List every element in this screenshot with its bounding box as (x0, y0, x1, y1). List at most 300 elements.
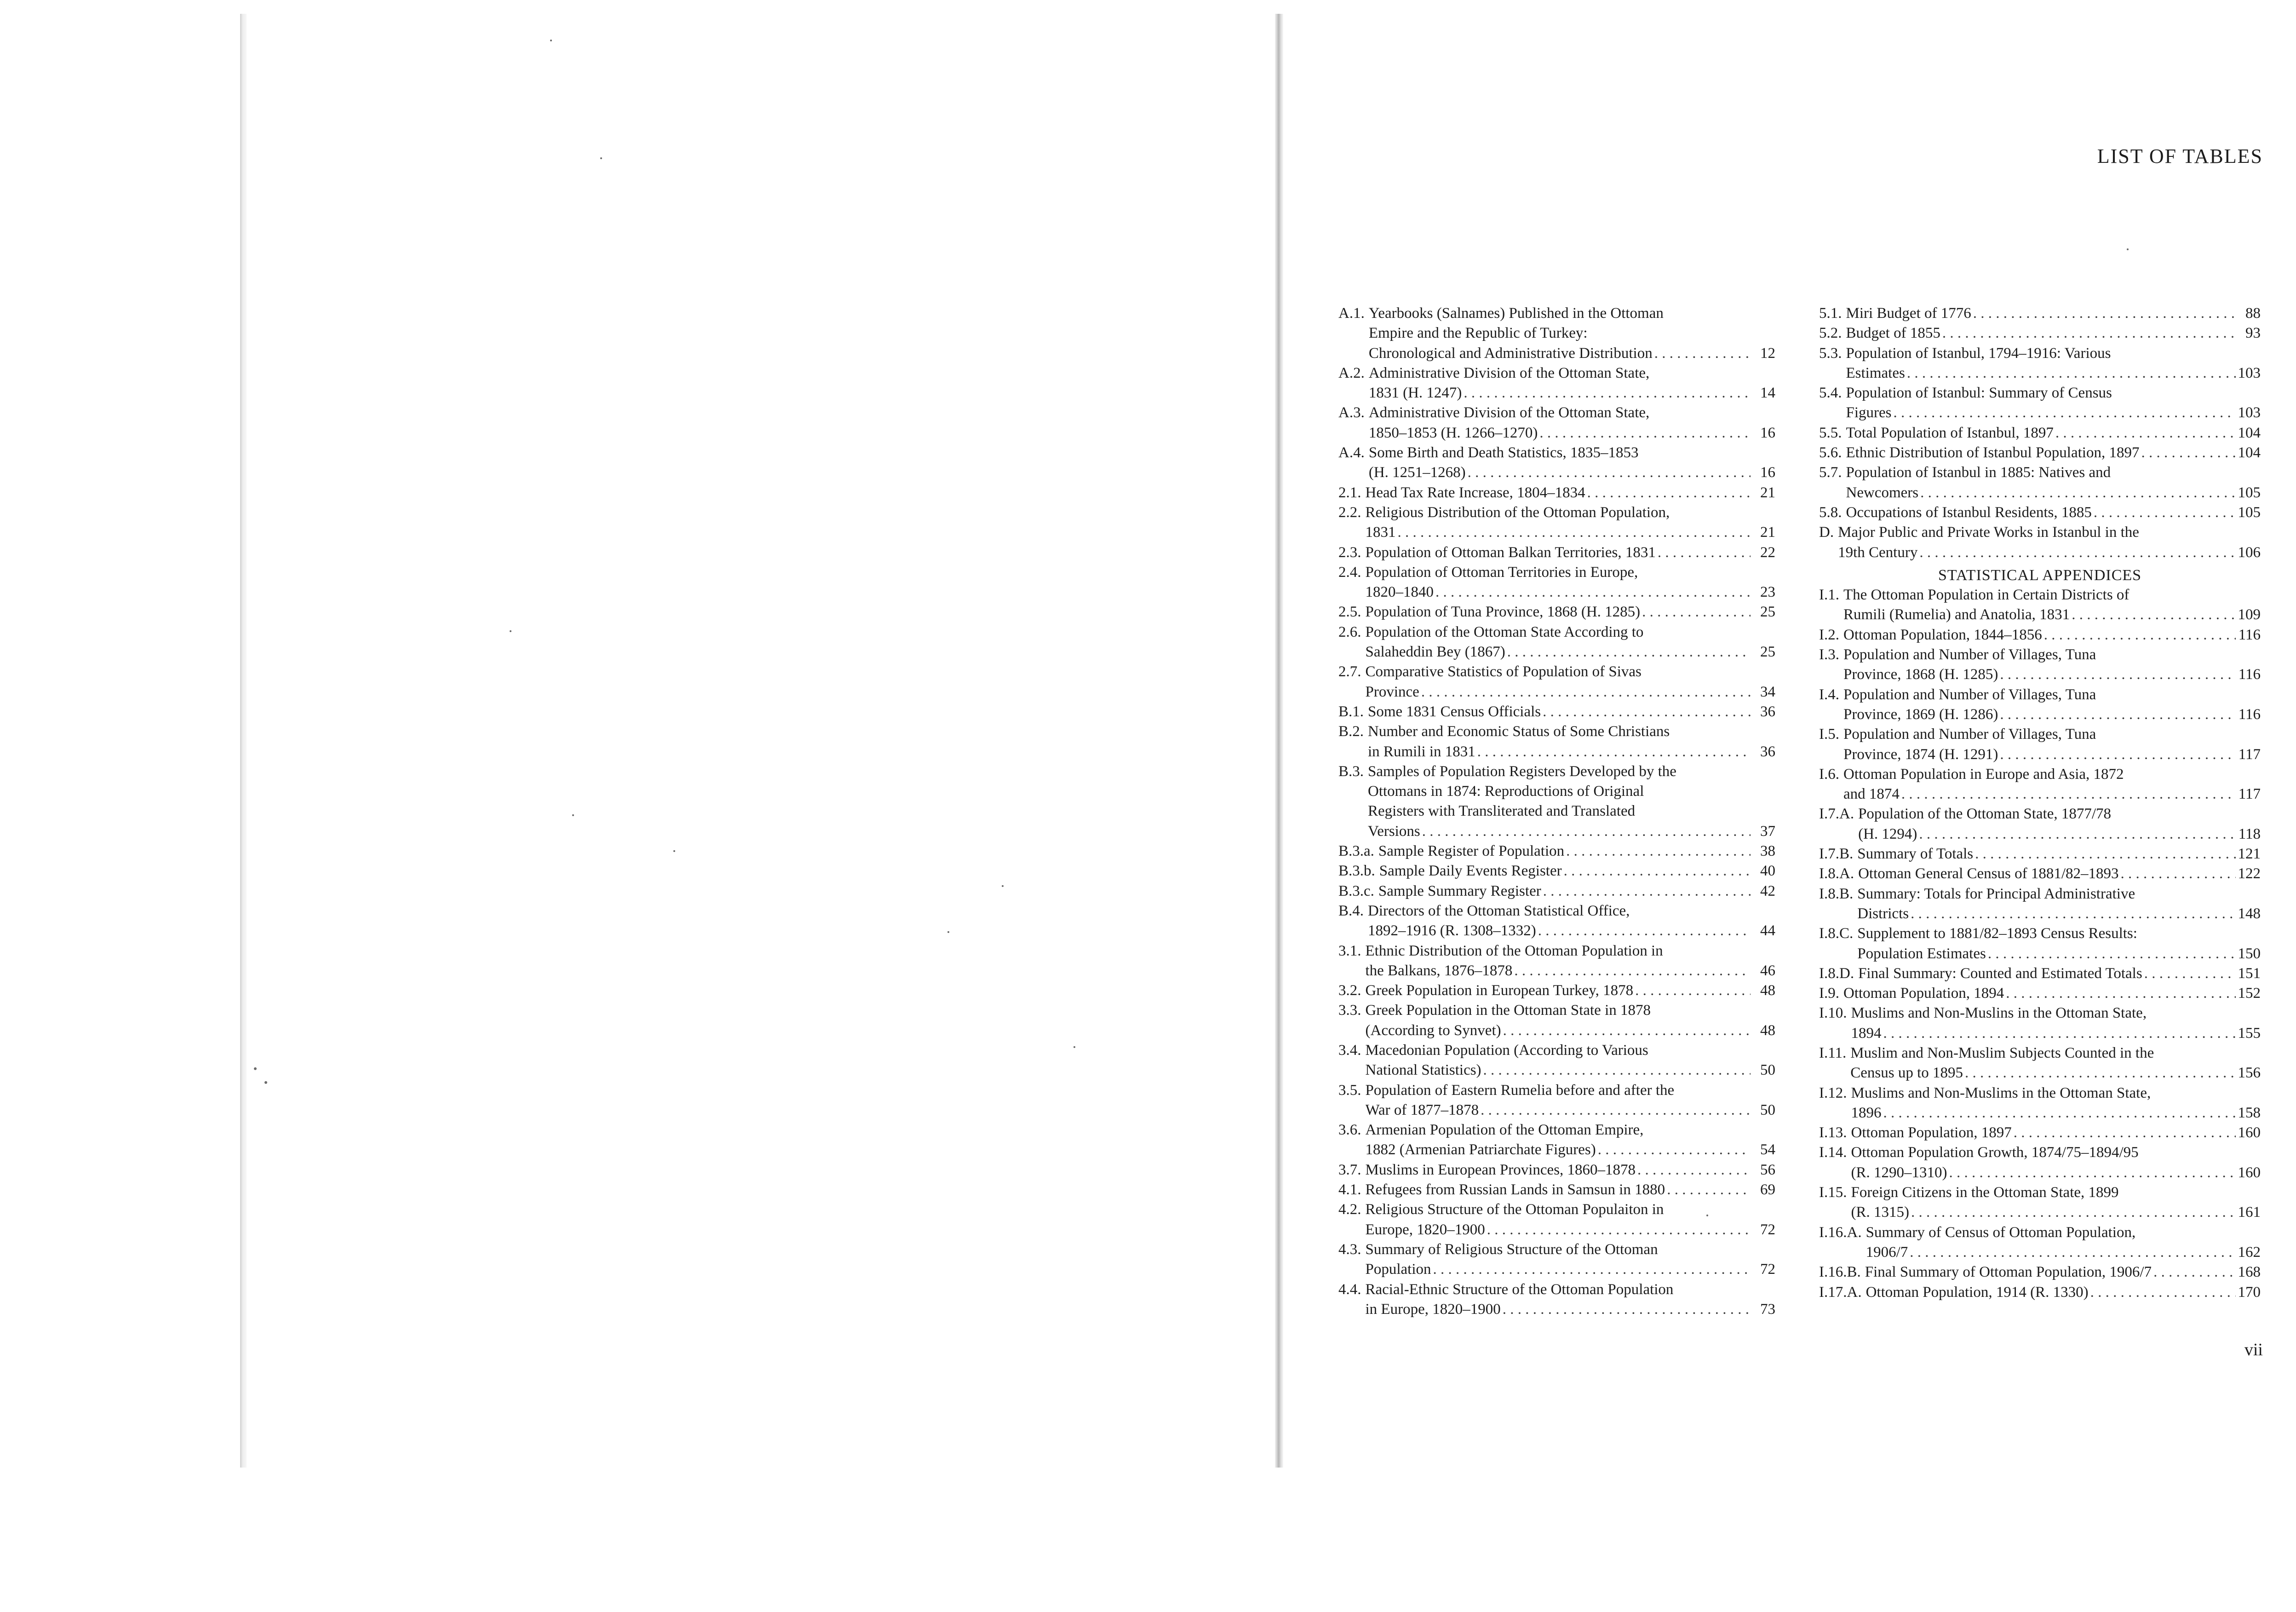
table-title-line: Population of the Ottoman State According to (1365, 623, 1644, 640)
table-title-line: Population and Number of Villages, Tuna (1843, 686, 2096, 703)
dot-leader (1894, 403, 2236, 423)
table-number: I.16.A. (1819, 1224, 1862, 1241)
dot-leader (2014, 1123, 2236, 1143)
table-title-line: Miri Budget of 1776 (1846, 305, 1971, 322)
dot-leader (1973, 304, 2236, 323)
page-reference: 25 (1760, 604, 1775, 621)
page-reference: 72 (1760, 1221, 1775, 1238)
toc-entry (1338, 543, 1775, 563)
table-number: 5.6. (1819, 444, 1842, 461)
table-title-line: Greek Population in the Ottoman State in 1878 (1365, 1002, 1651, 1019)
table-title-line: Population and Number of Villages, Tuna (1843, 726, 2096, 743)
toc-entry (1338, 722, 1775, 762)
table-number: B.3.c. (1338, 882, 1374, 899)
table-title-line: 1850–1853 (H. 1266–1270) (1368, 424, 1538, 441)
toc-entry (1338, 563, 1775, 603)
dot-leader (1421, 682, 1751, 702)
table-number: 2.6. (1338, 623, 1361, 640)
dot-leader (1942, 323, 2236, 343)
toc-entry (1819, 304, 2261, 323)
table-title-line: in Rumili in 1831 (1368, 743, 1475, 760)
table-number: 4.1. (1338, 1181, 1361, 1198)
page-reference: 93 (2245, 325, 2261, 342)
page-reference: 116 (2238, 706, 2261, 723)
table-title-line: (H. 1294) (1858, 825, 1917, 842)
table-title-line: and 1874 (1843, 786, 1900, 803)
dot-leader (1911, 1203, 2236, 1222)
dot-leader (1543, 702, 1751, 722)
dot-leader (1566, 841, 1751, 861)
page-reference: 117 (2238, 746, 2261, 763)
page-reference: 46 (1760, 962, 1775, 979)
page-reference: 48 (1760, 1022, 1775, 1039)
table-number: 2.4. (1338, 564, 1361, 581)
dot-leader (2153, 1262, 2236, 1282)
toc-entry (1819, 964, 2261, 984)
dot-leader (1975, 844, 2236, 864)
page-reference: 156 (2238, 1065, 2261, 1082)
toc-entry (1819, 1123, 2261, 1143)
table-number: I.4. (1819, 686, 1839, 703)
table-title-line: Final Summary: Counted and Estimated Totals (1858, 965, 2142, 982)
page-reference: 34 (1760, 683, 1775, 700)
table-number: 4.4. (1338, 1281, 1361, 1298)
toc-entry (1338, 602, 1775, 622)
section-heading: STATISTICAL APPENDICES (1938, 566, 2142, 584)
dot-leader (2044, 625, 2236, 645)
toc-right-column (1819, 304, 2261, 1302)
toc-entry (1819, 765, 2261, 805)
table-number: 5.8. (1819, 504, 1842, 521)
table-title-line: Ethnic Distribution of the Ottoman Population in (1365, 942, 1663, 959)
dot-leader (1658, 543, 1751, 563)
toc-entry (1338, 503, 1775, 543)
dot-leader (1919, 543, 2236, 563)
table-title-line: Registers with Transliterated and Translated (1368, 803, 1636, 820)
page-reference: 160 (2238, 1124, 2261, 1141)
dot-leader (2000, 745, 2236, 765)
table-title-line: 1831 (H. 1247) (1368, 385, 1462, 402)
page-reference: 103 (2238, 404, 2261, 421)
table-title-line: Population and Number of Villages, Tuna (1843, 646, 2096, 663)
dot-leader (1514, 961, 1751, 981)
page-reference: 162 (2238, 1244, 2261, 1261)
page-reference: 109 (2238, 606, 2261, 623)
toc-entry (1338, 981, 1775, 1001)
table-number: 5.2. (1819, 325, 1842, 342)
toc-entry (1338, 403, 1775, 443)
page-reference: 151 (2238, 965, 2261, 982)
toc-entry (1819, 523, 2261, 563)
toc-entry (1338, 1120, 1775, 1160)
table-title-line: Ottoman General Census of 1881/82–1893 (1858, 865, 2119, 882)
table-title-line: Comparative Statistics of Population of Sivas (1365, 663, 1642, 680)
page-reference: 42 (1760, 882, 1775, 899)
toc-entry (1338, 702, 1775, 722)
page-reference: 105 (2238, 504, 2261, 521)
page-reference: 38 (1760, 843, 1775, 860)
page-reference: 73 (1760, 1301, 1775, 1318)
table-title-line: Occupations of Istanbul Residents, 1885 (1846, 504, 2092, 521)
dot-leader (1988, 944, 2236, 964)
dot-leader (2144, 964, 2236, 984)
table-title-line: Estimates (1846, 364, 1905, 381)
toc-entry (1338, 762, 1775, 841)
dot-leader (1543, 881, 1751, 901)
table-title-line: War of 1877–1878 (1365, 1101, 1479, 1118)
toc-entry (1819, 725, 2261, 765)
page-reference: 122 (2238, 865, 2261, 882)
table-title-line: Summary of Religious Structure of the Ottoman (1365, 1241, 1658, 1258)
toc-entry (1338, 1160, 1775, 1180)
table-title-line: (H. 1251–1268) (1368, 464, 1466, 481)
dot-leader (1538, 921, 1751, 941)
table-number: I.6. (1819, 766, 1839, 783)
page-reference: 116 (2238, 626, 2261, 643)
table-number: 5.7. (1819, 464, 1842, 481)
table-title-line: Armenian Population of the Ottoman Empire, (1365, 1122, 1644, 1139)
table-title-line: Population of Ottoman Territories in Europe, (1365, 564, 1638, 581)
table-number: I.1. (1819, 587, 1839, 604)
table-title-line: Sample Register of Population (1378, 843, 1565, 860)
table-title-line: 1820–1840 (1365, 584, 1434, 601)
table-number: 5.4. (1819, 385, 1842, 402)
table-title-line: Salaheddin Bey (1867) (1365, 644, 1505, 661)
table-title-line: (R. 1290–1310) (1851, 1164, 1947, 1181)
table-title-line: Districts (1857, 905, 1909, 922)
table-title-line: The Ottoman Population in Certain Districts of (1843, 587, 2130, 604)
table-title-line: (According to Synvet) (1365, 1022, 1501, 1039)
page-reference: 37 (1760, 823, 1775, 840)
table-title-line: Ottoman Population, 1897 (1851, 1124, 2012, 1141)
dot-leader (1883, 1103, 2236, 1123)
table-title-line: Muslims and Non-Muslims in the Ottoman State, (1851, 1084, 2151, 1101)
toc-entry (1338, 901, 1775, 941)
dot-leader (1477, 742, 1751, 762)
toc-entry (1338, 622, 1775, 662)
page-reference: 117 (2238, 786, 2261, 803)
table-title-line: Population of Istanbul, 1794–1916: Various (1846, 345, 2111, 362)
page-number: vii (2244, 1340, 2263, 1359)
page-reference: 50 (1760, 1062, 1775, 1079)
table-title-line: Religious Distribution of the Ottoman Population, (1365, 504, 1670, 521)
table-number: I.10. (1819, 1005, 1847, 1022)
dot-leader (1464, 383, 1751, 403)
table-title-line: Province, 1869 (H. 1286) (1843, 706, 1998, 723)
toc-entry (1819, 1283, 2261, 1302)
dot-leader (1949, 1163, 2236, 1183)
page-reference: 16 (1760, 424, 1775, 441)
toc-entry (1338, 1081, 1775, 1121)
page-reference: 48 (1760, 982, 1775, 999)
table-number: I.8.A. (1819, 865, 1854, 882)
table-number: D. (1819, 524, 1834, 541)
dot-leader (1503, 1021, 1751, 1041)
dot-leader (1910, 1243, 2236, 1262)
table-number: A.4. (1338, 444, 1365, 461)
page-reference: 160 (2238, 1164, 2261, 1181)
page-reference: 150 (2238, 945, 2261, 962)
toc-entry (1338, 662, 1775, 702)
toc-entry (1819, 344, 2261, 384)
table-number: I.13. (1819, 1124, 1847, 1141)
table-title-line: the Balkans, 1876–1878 (1365, 962, 1513, 979)
toc-entry (1338, 861, 1775, 881)
table-title-line: Province, 1868 (H. 1285) (1843, 666, 1998, 683)
dot-leader (1398, 523, 1751, 542)
page-reference: 155 (2238, 1025, 2261, 1042)
page-reference: 121 (2238, 846, 2261, 863)
toc-entry (1819, 463, 2261, 503)
page-reference: 168 (2238, 1264, 2261, 1281)
table-number: I.8.D. (1819, 965, 1854, 982)
toc-entry (1338, 1240, 1775, 1280)
toc-entry (1819, 844, 2261, 864)
dot-leader (1483, 1060, 1751, 1080)
page-reference: 25 (1760, 644, 1775, 661)
page-reference: 148 (2238, 905, 2261, 922)
dot-leader (1642, 602, 1751, 622)
table-title-line: Population (1365, 1261, 1431, 1278)
table-number: I.3. (1819, 646, 1839, 663)
dot-leader (1901, 784, 2236, 804)
page-reference: 104 (2238, 424, 2261, 441)
table-number: 3.5. (1338, 1082, 1361, 1099)
table-title-line: Ottoman Population, 1914 (R. 1330) (1866, 1284, 2089, 1301)
dot-leader (1435, 582, 1751, 602)
table-number: B.2. (1338, 723, 1364, 740)
dot-leader (1433, 1260, 1751, 1279)
table-number: I.7.A. (1819, 806, 1854, 823)
table-number: 4.2. (1338, 1201, 1361, 1218)
table-title-line: Religious Structure of the Ottoman Populaiton in (1365, 1201, 1664, 1218)
page-reference: 72 (1760, 1261, 1775, 1278)
page-reference: 22 (1760, 544, 1775, 561)
toc-entry (1819, 625, 2261, 645)
dot-leader (1422, 822, 1751, 841)
dot-leader (1637, 1160, 1751, 1180)
table-title-line: Summary: Totals for Principal Administrative (1857, 885, 2135, 902)
table-title-line: Population of Ottoman Balkan Territories, 1831 (1365, 544, 1656, 561)
toc-entry (1819, 1143, 2261, 1183)
toc-entry (1819, 1043, 2261, 1083)
table-number: 4.3. (1338, 1241, 1361, 1258)
table-title-line: Population of Istanbul in 1885: Natives and (1846, 464, 2111, 481)
page-reference: 56 (1760, 1161, 1775, 1178)
table-title-line: Province (1365, 683, 1419, 700)
table-number: 2.5. (1338, 604, 1361, 621)
toc-entry (1819, 1262, 2261, 1282)
table-number: 3.3. (1338, 1002, 1361, 1019)
table-number: A.3. (1338, 404, 1365, 421)
book-spine-gutter (1275, 14, 1283, 1468)
toc-entry (1819, 924, 2261, 964)
table-title-line: Number and Economic Status of Some Christians (1368, 723, 1670, 740)
table-title-line: Racial-Ethnic Structure of the Ottoman Population (1365, 1281, 1674, 1298)
table-title-line: 1882 (Armenian Patriarchate Figures) (1365, 1141, 1596, 1158)
table-number: 2.3. (1338, 544, 1361, 561)
table-title-line: Population of Istanbul: Summary of Census (1846, 385, 2112, 402)
table-number: I.9. (1819, 985, 1839, 1002)
page-reference: 69 (1760, 1181, 1775, 1198)
table-number: I.16.B. (1819, 1264, 1861, 1281)
dot-leader (1481, 1100, 1751, 1120)
dot-leader (1919, 824, 2236, 844)
dot-leader (1503, 1300, 1751, 1319)
dot-leader (2090, 1283, 2236, 1302)
page-reference: 12 (1760, 345, 1775, 362)
table-title-line: Foreign Citizens in the Ottoman State, 1899 (1851, 1184, 2119, 1201)
table-title-line: Yearbooks (Salnames) Published in the Ottoman (1368, 305, 1664, 322)
table-title-line: 19th Century (1838, 544, 1918, 561)
dot-leader (1883, 1024, 2236, 1043)
table-title-line: Refugees from Russian Lands in Samsun in 1880 (1365, 1181, 1665, 1198)
table-title-line: Rumili (Rumelia) and Anatolia, 1831 (1843, 606, 2070, 623)
table-title-line: Muslim and Non-Muslim Subjects Counted in the (1850, 1044, 2154, 1061)
table-title-line: Province, 1874 (H. 1291) (1843, 746, 1998, 763)
page-title: LIST OF TABLES (2097, 145, 2263, 167)
page-reference: 105 (2238, 484, 2261, 501)
table-title-line: Ottoman Population, 1844–1856 (1843, 626, 2042, 643)
table-number: 2.1. (1338, 484, 1361, 501)
table-number: I.8.B. (1819, 885, 1854, 902)
table-title-line: Ottomans in 1874: Reproductions of Original (1368, 783, 1644, 800)
table-title-line: Muslims in European Provinces, 1860–1878 (1365, 1161, 1636, 1178)
table-title-line: Sample Daily Events Register (1379, 863, 1562, 880)
dot-leader (1587, 483, 1751, 503)
toc-entry (1819, 383, 2261, 423)
toc-entry (1819, 1183, 2261, 1223)
toc-entry (1338, 363, 1775, 403)
table-number: 5.5. (1819, 424, 1842, 441)
table-number: 3.2. (1338, 982, 1361, 999)
table-title-line: 1894 (1851, 1025, 1882, 1042)
table-title-line: Versions (1368, 823, 1420, 840)
dot-leader (1539, 423, 1751, 443)
left-page-gutter-shadow (240, 14, 247, 1468)
toc-entry (1338, 841, 1775, 861)
table-number: I.11. (1819, 1044, 1847, 1061)
table-number: B.3. (1338, 763, 1364, 780)
table-number: 3.6. (1338, 1122, 1361, 1139)
dot-leader (1907, 363, 2236, 383)
table-title-line: Administrative Division of the Ottoman State, (1368, 404, 1650, 421)
table-title-line: Greek Population in European Turkey, 1878 (1365, 982, 1634, 999)
table-title-line: Census up to 1895 (1850, 1065, 1963, 1082)
page-reference: 50 (1760, 1101, 1775, 1118)
table-number: I.14. (1819, 1144, 1847, 1161)
page-reference: 16 (1760, 464, 1775, 481)
table-title-line: Summary of Census of Ottoman Population, (1866, 1224, 2136, 1241)
page-reference: 36 (1760, 743, 1775, 760)
dot-leader (1635, 981, 1751, 1001)
table-title-line: Directors of the Ottoman Statistical Office, (1368, 902, 1630, 919)
table-title-line: Population of the Ottoman State, 1877/78 (1858, 806, 2112, 823)
page-reference: 170 (2238, 1284, 2261, 1301)
table-number: I.2. (1819, 626, 1839, 643)
page-reference: 106 (2238, 544, 2261, 561)
page-reference: 161 (2238, 1204, 2261, 1221)
table-title-line: (R. 1315) (1851, 1204, 1909, 1221)
table-title-line: Sample Summary Register (1378, 882, 1541, 899)
table-number: 3.4. (1338, 1042, 1361, 1059)
table-title-line: Macedonian Population (According to Various (1365, 1042, 1648, 1059)
page-reference: 158 (2238, 1104, 2261, 1121)
table-number: I.5. (1819, 726, 1839, 743)
page-reference: 44 (1760, 922, 1775, 939)
page-reference: 40 (1760, 863, 1775, 880)
toc-entry (1819, 1223, 2261, 1263)
dot-leader (2121, 864, 2236, 884)
toc-entry (1819, 685, 2261, 725)
table-title-line: Total Population of Istanbul, 1897 (1846, 424, 2054, 441)
dot-leader (1911, 904, 2236, 924)
table-title-line: Budget of 1855 (1846, 325, 1940, 342)
page-reference: 118 (2238, 825, 2261, 842)
table-title-line: National Statistics) (1365, 1062, 1481, 1079)
table-number: B.3.a. (1338, 843, 1374, 860)
table-title-line: Chronological and Administrative Distribution (1368, 345, 1653, 362)
toc-entry (1819, 804, 2261, 844)
toc-entry (1819, 503, 2261, 523)
page-reference: 104 (2238, 444, 2261, 461)
table-title-line: Newcomers (1846, 484, 1919, 501)
page-reference: 36 (1760, 703, 1775, 720)
table-title-line: Head Tax Rate Increase, 1804–1834 (1365, 484, 1585, 501)
toc-entry (1819, 443, 2261, 463)
toc-entry (1338, 1200, 1775, 1240)
table-number: B.3.b. (1338, 863, 1375, 880)
toc-entry (1338, 941, 1775, 981)
toc-entry (1819, 423, 2261, 443)
dot-leader (2000, 665, 2236, 685)
table-number: I.8.C. (1819, 925, 1854, 942)
page-reference: 21 (1760, 524, 1775, 541)
table-number: I.15. (1819, 1184, 1847, 1201)
dot-leader (1667, 1180, 1751, 1200)
dot-leader (1507, 642, 1751, 662)
table-title-line: 1896 (1851, 1104, 1882, 1121)
table-title-line: Empire and the Republic of Turkey: (1368, 325, 1588, 342)
table-title-line: Europe, 1820–1900 (1365, 1221, 1485, 1238)
table-title-line: Ottoman Population in Europe and Asia, 1872 (1843, 766, 2124, 783)
page-reference: 103 (2238, 364, 2261, 381)
dot-leader (1965, 1063, 2236, 1083)
toc-entry (1819, 864, 2261, 884)
page-reference: 88 (2245, 305, 2261, 322)
table-title-line: Population Estimates (1857, 945, 1986, 962)
page-reference: 21 (1760, 484, 1775, 501)
table-number: 3.7. (1338, 1161, 1361, 1178)
table-number: 2.2. (1338, 504, 1361, 521)
table-title-line: Some 1831 Census Officials (1368, 703, 1541, 720)
table-title-line: Supplement to 1881/82–1893 Census Results: (1857, 925, 2137, 942)
table-number: B.4. (1338, 902, 1364, 919)
toc-entry (1819, 1003, 2261, 1043)
toc-entry (1819, 884, 2261, 924)
dot-leader (1654, 344, 1751, 363)
page-reference: 54 (1760, 1141, 1775, 1158)
table-title-line: Figures (1846, 404, 1892, 421)
dot-leader (2000, 705, 2236, 725)
dot-leader (2055, 423, 2236, 443)
page-reference: 23 (1760, 584, 1775, 601)
table-title-line: Summary of Totals (1857, 846, 1974, 863)
table-title-line: Administrative Division of the Ottoman State, (1368, 364, 1650, 381)
toc-entry (1338, 443, 1775, 483)
toc-left-column (1338, 304, 1775, 1319)
table-title-line: Ethnic Distribution of Istanbul Population, 1897 (1846, 444, 2140, 461)
